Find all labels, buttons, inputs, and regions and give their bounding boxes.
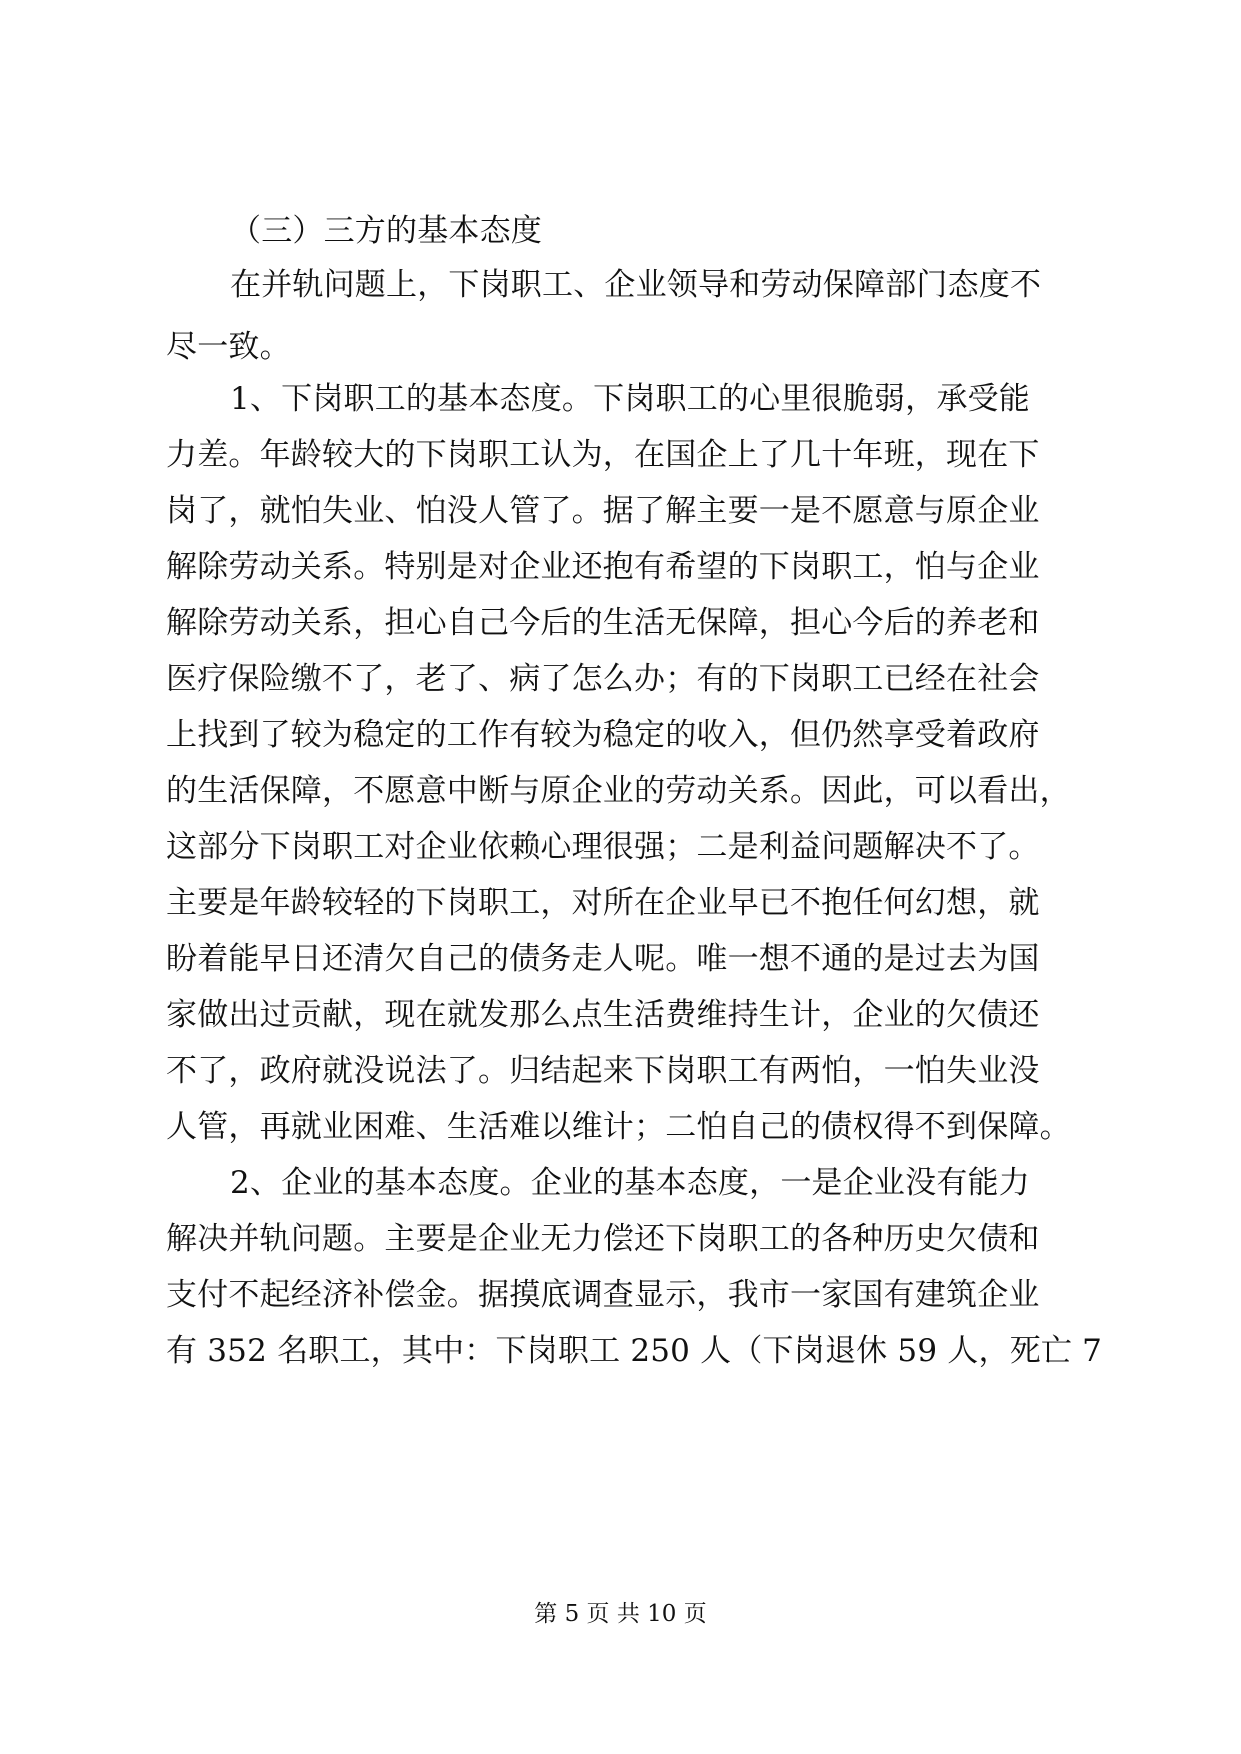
page-number-footer: 第 5 页 共 10 页 — [534, 1601, 707, 1627]
paragraph-line: 不了，政府就没说法了。归结起来下岗职工有两怕，一怕失业没 — [166, 1053, 1040, 1089]
paragraph-line: 解除劳动关系。特别是对企业还抱有希望的下岗职工，怕与企业 — [166, 549, 1040, 585]
paragraph-line: 支付不起经济补偿金。据摸底调查显示，我市一家国有建筑企业 — [166, 1277, 1040, 1313]
paragraph-line: 家做出过贡献，现在就发那么点生活费维持生计，企业的欠债还 — [166, 997, 1040, 1033]
section-heading: （三）三方的基本态度 — [230, 213, 542, 249]
paragraph-line: 上找到了较为稳定的工作有较为稳定的收入，但仍然享受着政府 — [166, 717, 1040, 753]
paragraph-line: 解决并轨问题。主要是企业无力偿还下岗职工的各种历史欠债和 — [166, 1221, 1040, 1257]
paragraph-line: 1、下岗职工的基本态度。下岗职工的心里很脆弱，承受能 — [230, 381, 1030, 417]
paragraph-line: 解除劳动关系，担心自己今后的生活无保障，担心今后的养老和 — [166, 605, 1040, 641]
paragraph-line: 岗了，就怕失业、怕没人管了。据了解主要一是不愿意与原企业 — [166, 493, 1040, 529]
paragraph-line: 力差。年龄较大的下岗职工认为，在国企上了几十年班，现在下 — [166, 437, 1040, 473]
paragraph-line: 盼着能早日还清欠自己的债务走人呢。唯一想不通的是过去为国 — [166, 941, 1040, 977]
paragraph-line: 这部分下岗职工对企业依赖心理很强；二是利益问题解决不了。 — [166, 829, 1040, 865]
paragraph-line: 在并轨问题上，下岗职工、企业领导和劳动保障部门态度不 — [230, 267, 1042, 303]
paragraph-line: 主要是年龄较轻的下岗职工，对所在企业早已不抱任何幻想，就 — [166, 885, 1040, 921]
paragraph-line: 医疗保险缴不了，老了、病了怎么办；有的下岗职工已经在社会 — [166, 661, 1040, 697]
paragraph-line: 人管，再就业困难、生活难以维计；二怕自己的债权得不到保障。 — [166, 1109, 1071, 1145]
paragraph-line: 的生活保障，不愿意中断与原企业的劳动关系。因此，可以看出， — [166, 773, 1071, 809]
paragraph-line: 尽一致。 — [166, 329, 291, 365]
paragraph-line: 有 352 名职工，其中：下岗职工 250 人（下岗退休 59 人，死亡 7 — [166, 1333, 1103, 1369]
paragraph-line: 2、企业的基本态度。企业的基本态度，一是企业没有能力 — [230, 1165, 1030, 1201]
